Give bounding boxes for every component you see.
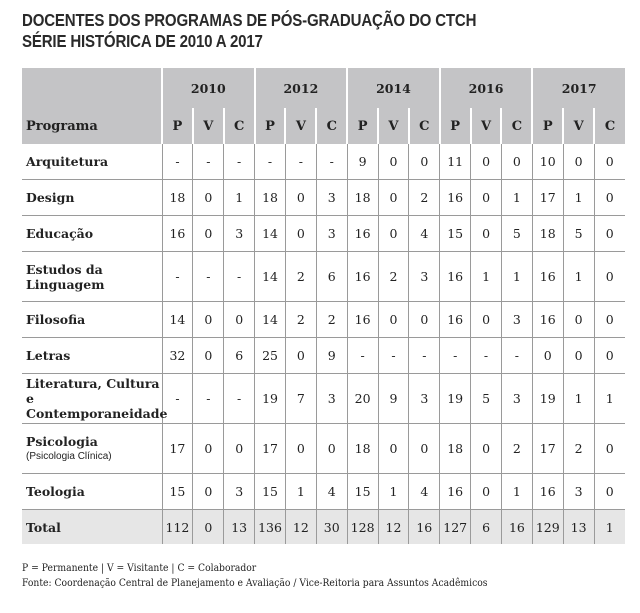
- table-row: [22, 424, 625, 474]
- value-cell: 0: [378, 302, 409, 338]
- value-cell: 17: [532, 424, 563, 474]
- subcolumn-header-v-2012: V: [285, 108, 316, 144]
- value-cell: 1: [378, 474, 409, 510]
- value-cell: 1: [501, 180, 532, 216]
- subcolumn-header-c-2016: C: [501, 108, 532, 144]
- year-header-2010: 2010: [162, 68, 255, 108]
- value-cell: 0: [285, 180, 316, 216]
- value-cell: 2: [409, 180, 440, 216]
- year-header-2016: 2016: [440, 68, 533, 108]
- value-cell: 14: [255, 216, 286, 252]
- program-name-cell: [22, 338, 162, 374]
- value-cell: 19: [440, 374, 471, 424]
- value-cell: 11: [440, 144, 471, 180]
- subcolumn-header-c-2012: C: [316, 108, 347, 144]
- program-name-cell: [22, 144, 162, 180]
- subcolumn-header-p-2010: P: [162, 108, 193, 144]
- value-cell: 0: [501, 144, 532, 180]
- total-row: [22, 510, 625, 545]
- value-cell: 7: [285, 374, 316, 424]
- value-cell: 16: [347, 302, 378, 338]
- value-cell: 1: [594, 374, 625, 424]
- subcolumn-header-v-2017: V: [563, 108, 594, 144]
- program-name: Estudos da Linguagem: [26, 261, 105, 292]
- header-blank: [22, 68, 162, 108]
- table-row: [22, 216, 625, 252]
- value-cell: 14: [255, 302, 286, 338]
- total-value-cell: 16: [409, 510, 440, 545]
- total-value-cell: 128: [347, 510, 378, 545]
- program-name-cell: [22, 216, 162, 252]
- value-cell: 16: [440, 180, 471, 216]
- value-cell: 0: [285, 338, 316, 374]
- value-cell: 0: [594, 474, 625, 510]
- subcolumn-header-p-2017: P: [532, 108, 563, 144]
- value-cell: 0: [471, 474, 502, 510]
- value-cell: 15: [162, 474, 193, 510]
- value-cell: 2: [316, 302, 347, 338]
- value-cell: -: [193, 374, 224, 424]
- value-cell: 3: [224, 216, 255, 252]
- subcolumn-header-c-2014: C: [409, 108, 440, 144]
- value-cell: 17: [162, 424, 193, 474]
- value-cell: 0: [193, 424, 224, 474]
- value-cell: 18: [347, 424, 378, 474]
- total-value-cell: 0: [193, 510, 224, 545]
- footnotes: [22, 561, 488, 591]
- value-cell: 0: [285, 216, 316, 252]
- value-cell: 0: [224, 424, 255, 474]
- table-row: [22, 474, 625, 510]
- value-cell: 6: [316, 252, 347, 302]
- value-cell: 0: [193, 338, 224, 374]
- value-cell: 16: [440, 474, 471, 510]
- total-value-cell: 129: [532, 510, 563, 545]
- value-cell: 15: [347, 474, 378, 510]
- value-cell: 2: [501, 424, 532, 474]
- page-title: [22, 10, 476, 52]
- table-row: [22, 180, 625, 216]
- value-cell: 0: [471, 216, 502, 252]
- value-cell: 5: [563, 216, 594, 252]
- value-cell: 0: [471, 144, 502, 180]
- value-cell: 25: [255, 338, 286, 374]
- value-cell: -: [440, 338, 471, 374]
- year-header-2014: 2014: [347, 68, 440, 108]
- subcolumn-header-p-2014: P: [347, 108, 378, 144]
- value-cell: -: [501, 338, 532, 374]
- program-name-cell: [22, 302, 162, 338]
- total-label: Total: [22, 510, 162, 545]
- table-row: [22, 252, 625, 302]
- program-column-header: Programa: [22, 108, 162, 144]
- total-value-cell: 13: [563, 510, 594, 545]
- table-row: [22, 144, 625, 180]
- value-cell: 1: [563, 374, 594, 424]
- value-cell: 10: [532, 144, 563, 180]
- value-cell: -: [378, 338, 409, 374]
- table-row: [22, 302, 625, 338]
- value-cell: 1: [285, 474, 316, 510]
- value-cell: 14: [162, 302, 193, 338]
- table-body: [22, 144, 625, 544]
- value-cell: 16: [440, 252, 471, 302]
- value-cell: -: [193, 144, 224, 180]
- value-cell: 4: [316, 474, 347, 510]
- program-name: Design: [26, 190, 75, 205]
- value-cell: 0: [594, 302, 625, 338]
- value-cell: 9: [316, 338, 347, 374]
- value-cell: 18: [532, 216, 563, 252]
- value-cell: 15: [255, 474, 286, 510]
- value-cell: -: [409, 338, 440, 374]
- value-cell: 3: [316, 216, 347, 252]
- value-cell: 1: [501, 252, 532, 302]
- value-cell: 15: [440, 216, 471, 252]
- value-cell: 0: [193, 180, 224, 216]
- program-name: Letras: [26, 348, 71, 363]
- value-cell: 4: [409, 474, 440, 510]
- total-value-cell: 30: [316, 510, 347, 545]
- legend-note: P = Permanente | V = Visitante | C = Colaborador: [22, 563, 257, 574]
- value-cell: 0: [224, 302, 255, 338]
- value-cell: -: [471, 338, 502, 374]
- value-cell: 3: [316, 180, 347, 216]
- subcolumn-header-v-2014: V: [378, 108, 409, 144]
- value-cell: 5: [501, 216, 532, 252]
- value-cell: 6: [224, 338, 255, 374]
- subcolumn-header-v-2010: V: [193, 108, 224, 144]
- value-cell: -: [347, 338, 378, 374]
- value-cell: -: [162, 374, 193, 424]
- value-cell: 3: [316, 374, 347, 424]
- value-cell: 18: [162, 180, 193, 216]
- value-cell: 18: [440, 424, 471, 474]
- value-cell: 0: [193, 302, 224, 338]
- value-cell: 16: [532, 302, 563, 338]
- program-name-cell: [22, 424, 162, 474]
- program-name-cell: [22, 474, 162, 510]
- total-value-cell: 12: [378, 510, 409, 545]
- value-cell: 17: [532, 180, 563, 216]
- source-note: Fonte: Coordenação Central de Planejamento e Avaliação / Vice-Reitoria para Assuntos Acadêmicos: [22, 578, 488, 589]
- value-cell: 0: [594, 252, 625, 302]
- value-cell: 0: [471, 302, 502, 338]
- value-cell: 2: [285, 302, 316, 338]
- value-cell: 0: [594, 144, 625, 180]
- total-value-cell: 6: [471, 510, 502, 545]
- value-cell: 0: [378, 216, 409, 252]
- program-name: Literatura, Cultura e Contemporaneidade: [26, 376, 168, 421]
- table-row: [22, 374, 625, 424]
- value-cell: 0: [532, 338, 563, 374]
- program-name-cell: [22, 252, 162, 302]
- value-cell: 3: [409, 252, 440, 302]
- total-value-cell: 16: [501, 510, 532, 545]
- value-cell: 3: [409, 374, 440, 424]
- value-cell: 0: [563, 338, 594, 374]
- total-value-cell: 1: [594, 510, 625, 545]
- value-cell: 2: [378, 252, 409, 302]
- program-name-cell: [22, 374, 168, 424]
- value-cell: 0: [409, 302, 440, 338]
- value-cell: -: [193, 252, 224, 302]
- value-cell: -: [162, 144, 193, 180]
- value-cell: 0: [193, 474, 224, 510]
- program-name: Filosofia: [26, 312, 86, 327]
- program-subname: (Psicologia Clínica): [26, 450, 112, 462]
- value-cell: 16: [347, 252, 378, 302]
- subcolumn-header-p-2016: P: [440, 108, 471, 144]
- value-cell: 0: [316, 424, 347, 474]
- year-header-2012: 2012: [255, 68, 348, 108]
- year-header-2017: 2017: [532, 68, 625, 108]
- value-cell: 19: [532, 374, 563, 424]
- value-cell: -: [224, 252, 255, 302]
- value-cell: 19: [255, 374, 286, 424]
- value-cell: 0: [193, 216, 224, 252]
- value-cell: 17: [255, 424, 286, 474]
- program-name: Psicologia: [26, 433, 98, 449]
- value-cell: 2: [563, 424, 594, 474]
- program-name: Arquitetura: [26, 154, 109, 169]
- value-cell: 5: [471, 374, 502, 424]
- subcolumn-header-c-2010: C: [224, 108, 255, 144]
- title-line-2: SÉRIE HISTÓRICA DE 2010 A 2017: [22, 31, 263, 51]
- value-cell: -: [285, 144, 316, 180]
- value-cell: 14: [255, 252, 286, 302]
- value-cell: 1: [501, 474, 532, 510]
- value-cell: 0: [378, 424, 409, 474]
- value-cell: 2: [285, 252, 316, 302]
- value-cell: 9: [378, 374, 409, 424]
- value-cell: 0: [378, 180, 409, 216]
- value-cell: 4: [409, 216, 440, 252]
- value-cell: 0: [594, 338, 625, 374]
- value-cell: 0: [471, 180, 502, 216]
- value-cell: 18: [347, 180, 378, 216]
- value-cell: 0: [563, 144, 594, 180]
- table-row: [22, 338, 625, 374]
- value-cell: 3: [563, 474, 594, 510]
- total-value-cell: 127: [440, 510, 471, 545]
- total-value-cell: 112: [162, 510, 193, 545]
- value-cell: 0: [285, 424, 316, 474]
- value-cell: 20: [347, 374, 378, 424]
- value-cell: 1: [563, 252, 594, 302]
- value-cell: 16: [532, 252, 563, 302]
- program-name: Teologia: [26, 484, 85, 499]
- value-cell: -: [255, 144, 286, 180]
- value-cell: -: [162, 252, 193, 302]
- subcolumn-header-row: [22, 108, 625, 144]
- total-value-cell: 136: [255, 510, 286, 545]
- value-cell: 1: [563, 180, 594, 216]
- program-name: Educação: [26, 226, 94, 241]
- value-cell: 18: [255, 180, 286, 216]
- value-cell: 0: [594, 424, 625, 474]
- total-value-cell: 12: [285, 510, 316, 545]
- value-cell: 0: [409, 424, 440, 474]
- value-cell: -: [224, 144, 255, 180]
- faculty-table: [22, 68, 625, 544]
- subcolumn-header-p-2012: P: [255, 108, 286, 144]
- value-cell: 0: [378, 144, 409, 180]
- value-cell: 16: [532, 474, 563, 510]
- value-cell: 32: [162, 338, 193, 374]
- year-header-row: [22, 68, 625, 108]
- value-cell: 16: [440, 302, 471, 338]
- program-name-cell: [22, 180, 162, 216]
- value-cell: 3: [224, 474, 255, 510]
- title-line-1: DOCENTES DOS PROGRAMAS DE PÓS-GRADUAÇÃO DO CTCH: [22, 10, 477, 30]
- value-cell: 16: [347, 216, 378, 252]
- value-cell: 9: [347, 144, 378, 180]
- value-cell: 0: [471, 424, 502, 474]
- total-value-cell: 13: [224, 510, 255, 545]
- value-cell: 3: [501, 374, 532, 424]
- subcolumn-header-c-2017: C: [594, 108, 625, 144]
- subcolumn-header-v-2016: V: [471, 108, 502, 144]
- value-cell: 0: [563, 302, 594, 338]
- value-cell: -: [316, 144, 347, 180]
- value-cell: 0: [594, 180, 625, 216]
- value-cell: 0: [594, 216, 625, 252]
- value-cell: 3: [501, 302, 532, 338]
- value-cell: 16: [162, 216, 193, 252]
- value-cell: 0: [409, 144, 440, 180]
- value-cell: -: [224, 374, 255, 424]
- value-cell: 1: [224, 180, 255, 216]
- value-cell: 1: [471, 252, 502, 302]
